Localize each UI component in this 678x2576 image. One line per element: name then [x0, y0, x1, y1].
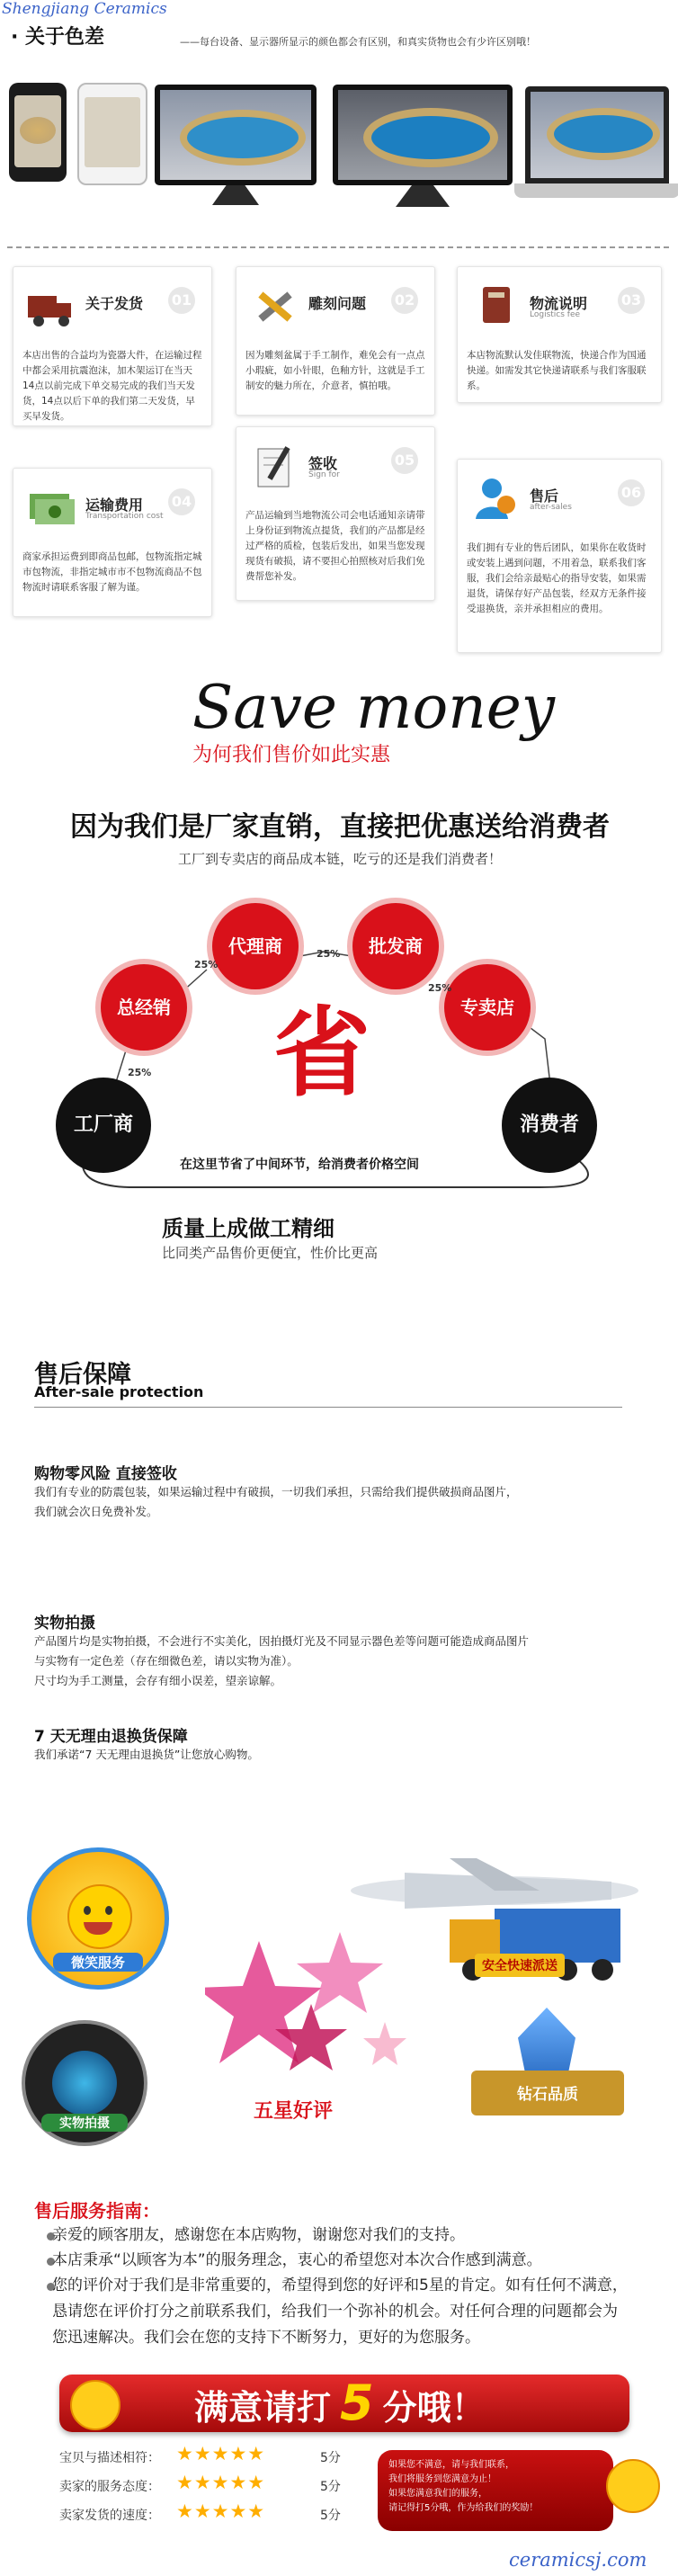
card-body: 产品运输到当地物流公司会电话通知亲请带上身份证到物流点提货，我们的产品都是经过严格的质检，包装后发出，如果当您发现现货有破损，请不要担心拍照核对后我们免费帮您补发。: [245, 510, 425, 582]
percent-label: 25%: [128, 1067, 152, 1078]
card-number: 01: [168, 287, 195, 314]
guide-item: 本店秉承“以顾客为本”的服务理念，衷心的希望您对本次合作感到满意。: [52, 2251, 542, 2269]
card-subtitle: Transportation cost: [85, 512, 164, 521]
node-general-distributor: 总经销: [101, 964, 187, 1051]
save-character: 省: [273, 997, 371, 1110]
rating-stars: ★★★★★: [176, 2443, 266, 2464]
save-money-title: Save money: [192, 673, 556, 742]
box-icon: [470, 280, 522, 332]
card-body: 因为雕刻盆属于手工制作，难免会有一点点小瑕疵，如小针眼，色釉方针，这就是手工制安的魅力所在，介意者，慎拍哦。: [245, 350, 425, 391]
device-laptop: [525, 86, 669, 183]
rating-banner: [59, 2375, 629, 2432]
monitor-stand: [396, 185, 450, 207]
tools-icon: [249, 280, 301, 332]
color-diff-desc: ——每台设备、显示器所显示的颜色都会有区别，和真实货物也会有少许区别哦！: [180, 36, 536, 48]
service-card-sign: [236, 426, 435, 601]
save-note: 在这里节省了中间环节，给消费者价格空间: [180, 1158, 419, 1172]
real-photo-heading: 实物拍摄: [34, 1614, 95, 1632]
save-money-subtitle: 为何我们售价如此实惠: [192, 744, 391, 766]
card-subtitle: Logistics fee: [530, 310, 581, 319]
badge-label: 钻石品质: [517, 2086, 578, 2104]
banner-five: 5: [340, 2375, 374, 2431]
rating-stars: ★★★★★: [176, 2472, 266, 2493]
quality-title: 质量上成做工精细: [162, 1216, 335, 1241]
card-title: 物流说明: [530, 295, 588, 312]
service-card-shipping: [13, 266, 212, 426]
badge-label: 五星好评: [254, 2100, 334, 2123]
five-star-graphic: [205, 1923, 421, 2103]
smile-service-badge: [27, 1847, 169, 1990]
rating-score: 5分: [320, 2480, 341, 2494]
node-retail-store: 专卖店: [444, 964, 531, 1051]
rating-stars: ★★★★★: [176, 2500, 266, 2522]
card-subtitle: Sign for: [308, 470, 340, 479]
card-title: 签收: [308, 455, 338, 472]
card-body: 商家承担运费到即商品包邮，包物流指定城市包物流，非指定城市市不包物流商品不包物流时请联系客服了解为谨。: [22, 551, 202, 593]
device-monitor-1: [155, 85, 317, 185]
direct-sale-tagline: 工厂到专卖店的商品成本链，吃亏的还是我们消费者！: [177, 851, 502, 867]
sign-icon: [249, 440, 301, 492]
note-line: 请记得打5分哦，作为给我们的奖励！: [388, 2503, 539, 2513]
money-icon: [26, 481, 78, 533]
node-agent: 代理商: [212, 903, 299, 989]
rating-note-box: [378, 2450, 613, 2531]
site-watermark: ceramicsj.com: [509, 2549, 647, 2571]
smiley-icon: [606, 2459, 660, 2513]
no-risk-heading: 购物零风险 直接签收: [34, 1465, 177, 1483]
guide-title: 售后服务指南：: [34, 2200, 160, 2222]
card-title: 售后: [530, 487, 559, 505]
badge-label: 微笑服务: [53, 1953, 143, 1972]
service-card-carving: [236, 266, 435, 416]
after-sale-title: 售后保障: [34, 1361, 131, 1389]
quality-subtitle: 比同类产品售价更便宜，性价比更高: [162, 1245, 379, 1261]
device-tablet: [77, 83, 147, 185]
device-monitor-2: [333, 85, 513, 185]
note-line: 如果您不满意，请与我们联系，: [388, 2460, 514, 2470]
truck-icon: [26, 280, 78, 332]
guide-item: 您的评价对于我们是非常重要的，希望得到您的好评和5星的肯定。如有任何不满意，恳请您在评价打分之前联系我们，给我们一个弥补的机会。对任何合理的问题都会为您迅速解决。我们会在您的支持下不断努力，更好的为您服务。: [52, 2276, 628, 2347]
service-card-aftersales: [457, 459, 662, 653]
real-photo-line: 与实物有一定色差（存在细微色差，请以实物为准）。: [34, 1654, 299, 1668]
card-title: 雕刻问题: [308, 295, 367, 312]
smiley-icon: [70, 2380, 120, 2430]
banner-text-post: 分哦！: [382, 2388, 486, 2428]
color-diff-title: · 关于色差: [11, 26, 105, 49]
support-icon: [470, 472, 522, 524]
return-policy-line: 我们承诺“7 天无理由退换货”让您放心购物。: [34, 1748, 259, 1761]
note-line: 我们将服务到您满意为止！: [388, 2474, 496, 2484]
return-policy-heading: 7 天无理由退换货保障: [34, 1728, 188, 1746]
rating-row-label: 卖家的服务态度：: [59, 2480, 160, 2494]
node-factory: 工厂商: [56, 1078, 151, 1173]
badge-label: 安全快速派送: [475, 1954, 565, 1977]
shop-watermark: Shengjiang Ceramics: [2, 0, 167, 18]
rating-score: 5分: [320, 2509, 341, 2523]
card-number: 06: [618, 479, 645, 506]
rating-row-label: 卖家发货的速度：: [59, 2509, 160, 2523]
real-photo-line: 尺寸均为手工测量，会存有细小误差，望亲谅解。: [34, 1674, 282, 1687]
divider: [34, 1407, 622, 1408]
after-sale-title-en: After-sale protection: [34, 1383, 204, 1400]
banner-text-pre: 满意请打: [194, 2388, 332, 2428]
card-number: 02: [391, 287, 418, 314]
node-consumer: 消费者: [502, 1078, 597, 1173]
card-number: 04: [168, 488, 195, 515]
percent-label: 25%: [428, 982, 452, 994]
monitor-stand: [212, 185, 259, 205]
badge-label: 实物拍摄: [41, 2114, 128, 2132]
service-card-logistics: [457, 266, 662, 403]
card-title: 运输费用: [85, 496, 144, 514]
no-risk-line: 我们就会次日免费补发。: [34, 1505, 158, 1518]
rating-row-label: 宝贝与描述相符：: [59, 2451, 160, 2465]
rating-score: 5分: [320, 2451, 341, 2465]
no-risk-line: 我们有专业的防震包装，如果运输过程中有破损，一切我们承担，只需给我们提供破损商品图片，: [34, 1485, 518, 1498]
diamond-quality-badge: [462, 2008, 633, 2142]
percent-label: 25%: [317, 948, 341, 960]
card-body: 本店出售的合益均为瓷器大件，在运输过程中都会采用抗震泡沫，加木架运订在当天14点以前完成下单交易完成的我们当天发货，14点以后下单的我们第二天发货，早买早发货。: [22, 350, 202, 422]
card-subtitle: after-sales: [530, 503, 572, 512]
note-line: 如果您满意我们的服务，: [388, 2489, 487, 2499]
card-body: 我们拥有专业的售后团队，如果你在收货时或安装上遇到问题，不用着急，联系我们客服，我们会给亲最贴心的指导安装，如果需退货，请保存好产品包装，经双方无条件接受退换货，亲并承担相应的费用。: [467, 542, 647, 614]
card-title: 关于发货: [85, 295, 144, 312]
card-number: 03: [618, 287, 645, 314]
node-wholesaler: 批发商: [352, 903, 439, 989]
real-photo-badge: [22, 2020, 147, 2146]
card-number: 05: [391, 447, 418, 474]
device-phone: [9, 83, 67, 182]
laptop-base: [514, 183, 678, 198]
card-body: 本店物流默认发佳联物流，快递合作为国通快递。如需发其它快递请联系与我们客服联系。: [467, 350, 647, 391]
percent-label: 25%: [194, 959, 219, 970]
guide-item: 亲爱的顾客朋友，感谢您在本店购物，谢谢您对我们的支持。: [52, 2226, 465, 2244]
real-photo-line: 产品图片均是实物拍摄，不会进行不实美化，因拍摄灯光及不同显示器色差等问题可能造成商品图片: [34, 1634, 530, 1648]
service-card-freight: [13, 468, 212, 617]
direct-sale-headline: 因为我们是厂家直销，直接把优惠送给消费者: [70, 811, 610, 843]
divider: [7, 246, 671, 248]
